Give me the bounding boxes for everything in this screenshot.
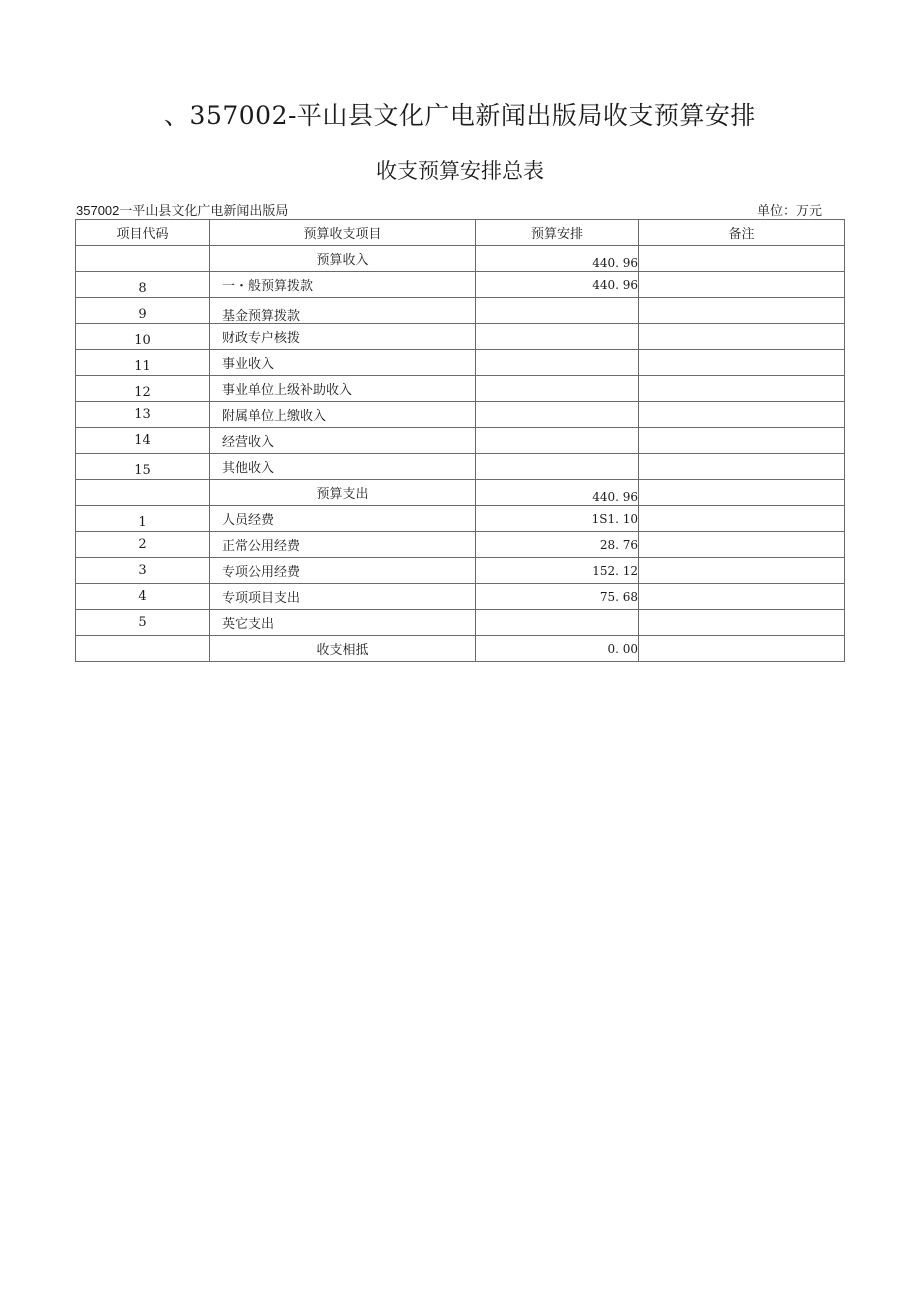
item-label: 专项公用经费: [222, 565, 301, 580]
table-row: [76, 402, 845, 428]
table-row: [76, 480, 845, 506]
cell-note: [639, 428, 845, 454]
item-label: 专项项目支出: [222, 591, 301, 606]
table-row: [76, 558, 845, 584]
header-item: 预算收支项目: [210, 220, 476, 246]
cell-code: 4: [76, 584, 210, 610]
table-title: 收支预算安排总表: [376, 159, 544, 183]
cell-amount: [476, 350, 639, 376]
table-row: [76, 610, 845, 636]
amount-value: 440. 96: [592, 489, 638, 504]
cell-note: [639, 610, 845, 636]
cell-item: [210, 428, 476, 454]
item-label: 事业收入: [222, 357, 275, 372]
cell-note: [639, 246, 845, 272]
cell-code: 13: [76, 402, 210, 428]
cell-code: [76, 506, 210, 532]
code-value: 10: [134, 333, 151, 348]
cell-amount: [476, 298, 639, 324]
cell-amount: [476, 376, 639, 402]
cell-code: [76, 454, 210, 480]
table-row: [76, 584, 845, 610]
cell-item: [210, 402, 476, 428]
cell-item: [210, 350, 476, 376]
cell-amount: [476, 246, 639, 272]
cell-item: [210, 376, 476, 402]
amount-value: 440. 96: [592, 255, 638, 270]
cell-amount: 28. 76: [476, 532, 639, 558]
cell-item: [210, 584, 476, 610]
header-amount: 预算安排: [476, 220, 639, 246]
header-note: 备注: [639, 220, 845, 246]
item-label: 英它支出: [222, 617, 275, 632]
cell-amount: [476, 480, 639, 506]
cell-code: [76, 636, 210, 662]
cell-note: [639, 558, 845, 584]
cell-code: [76, 480, 210, 506]
cell-amount: [476, 428, 639, 454]
table-row: [76, 454, 845, 480]
table-row: [76, 506, 845, 532]
table-row: [76, 350, 845, 376]
cell-amount: [476, 402, 639, 428]
cell-item: [210, 610, 476, 636]
cell-note: [639, 376, 845, 402]
table-row: [76, 636, 845, 662]
cell-amount: 75. 68: [476, 584, 639, 610]
unit-label: 单位：万元: [756, 204, 822, 219]
cell-code: 3: [76, 558, 210, 584]
cell-item: [210, 480, 476, 506]
cell-code: 2: [76, 532, 210, 558]
item-label: 附属单位上缴收入: [222, 409, 327, 424]
section-label: 预算支出: [316, 487, 369, 502]
item-label: 财政专户核拨: [222, 331, 301, 346]
item-label: 正常公用经费: [222, 539, 301, 554]
cell-item: [210, 636, 476, 662]
cell-amount: 152. 12: [476, 558, 639, 584]
cell-amount: 0. 00: [476, 636, 639, 662]
code-value: 8: [138, 281, 147, 296]
cell-amount: 1S1. 10: [476, 506, 639, 532]
cell-item: [210, 454, 476, 480]
cell-item: [210, 298, 476, 324]
cell-code: 5: [76, 610, 210, 636]
cell-item: [210, 272, 476, 298]
section-label: 预算收入: [316, 253, 369, 268]
cell-note: [639, 272, 845, 298]
cell-code: [76, 376, 210, 402]
item-label: 经营收入: [222, 435, 275, 450]
cell-code: [76, 298, 210, 324]
cell-item: [210, 324, 476, 350]
cell-amount: 440. 96: [476, 272, 639, 298]
cell-note: [639, 636, 845, 662]
cell-note: [639, 532, 845, 558]
item-label: 人员经费: [222, 513, 275, 528]
cell-code: [76, 324, 210, 350]
code-value: 9: [138, 307, 147, 322]
cell-note: [639, 506, 845, 532]
table-row: [76, 532, 845, 558]
table-row: [76, 272, 845, 298]
item-label: 其他收入: [222, 461, 275, 476]
document-title: 、357002-平山县文化广电新闻出版局收支预算安排: [164, 101, 756, 130]
cell-code: [76, 272, 210, 298]
cell-item: [210, 246, 476, 272]
cell-note: [639, 584, 845, 610]
table-row: [76, 246, 845, 272]
cell-item: [210, 506, 476, 532]
code-value: 1: [138, 515, 147, 530]
code-value: 12: [134, 385, 151, 400]
item-label: 基金预算拨款: [222, 309, 301, 324]
item-label: 一・般预算拨款: [222, 279, 314, 294]
item-label: 事业单位上级补助收入: [222, 383, 353, 398]
cell-item: [210, 558, 476, 584]
table-row: [76, 324, 845, 350]
code-value: 11: [134, 359, 151, 374]
cell-note: [639, 454, 845, 480]
cell-code: 14: [76, 428, 210, 454]
cell-amount: [476, 610, 639, 636]
cell-code: [76, 246, 210, 272]
budget-table: [75, 219, 845, 662]
table-row: [76, 376, 845, 402]
cell-item: [210, 532, 476, 558]
cell-note: [639, 480, 845, 506]
header-code: 项目代码: [76, 220, 210, 246]
table-row: [76, 428, 845, 454]
cell-code: [76, 350, 210, 376]
table-header-row: [76, 220, 845, 246]
cell-note: [639, 402, 845, 428]
cell-note: [639, 350, 845, 376]
section-label: 收支相抵: [316, 643, 369, 658]
table-row: [76, 298, 845, 324]
cell-note: [639, 298, 845, 324]
cell-amount: [476, 454, 639, 480]
cell-amount: [476, 324, 639, 350]
organization-label: 357002一平山县文化广电新闻出版局: [76, 203, 289, 218]
cell-note: [639, 324, 845, 350]
code-value: 15: [134, 463, 151, 478]
